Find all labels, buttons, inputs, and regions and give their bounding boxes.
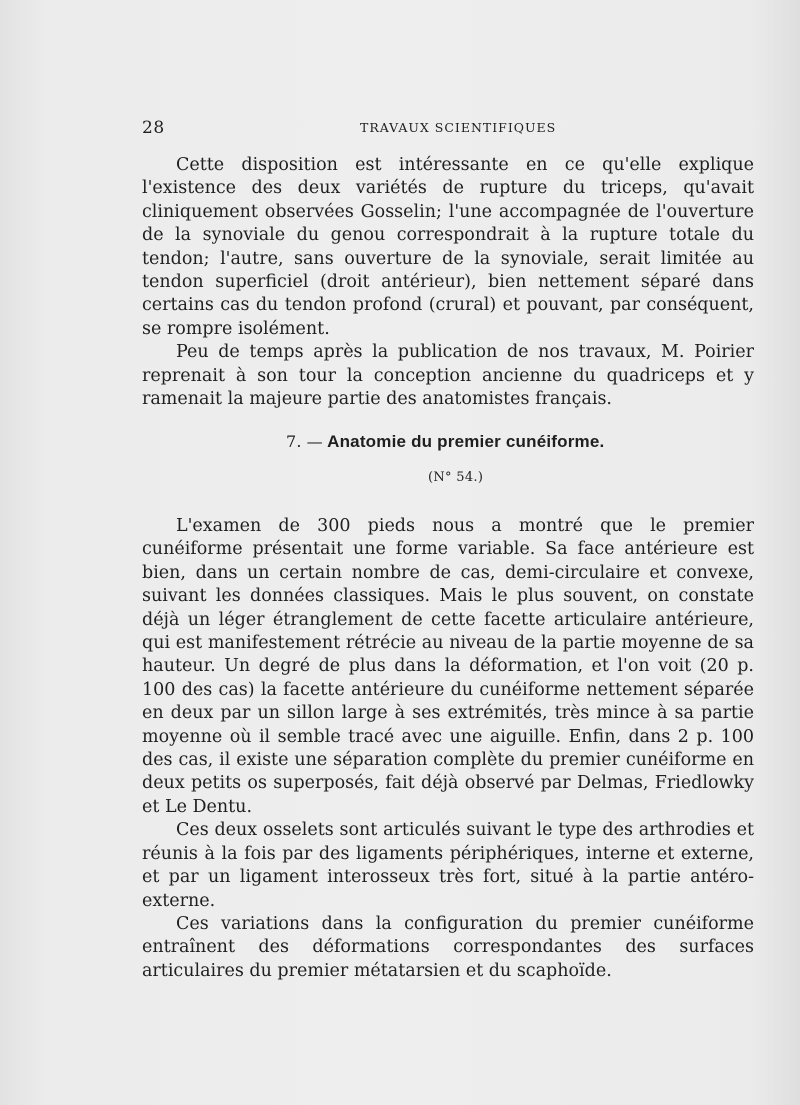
paragraph: Peu de temps après la publication de nos travaux, M. Poirier reprenait à son tour la conception ancienne du quadriceps et y ramenait la majeure partie des anatomistes français. [142, 342, 754, 410]
page-header [142, 118, 758, 140]
section-reference: (N° 54.) [428, 470, 484, 485]
paragraph: L'examen de 300 pieds nous a montré que le premier cunéiforme présentait une forme variable. Sa face antérieure est bien, dans un certain nombre de cas, demi-circulaire et convexe, suivant les données classiques. Mais le plus souvent, on constate déjà un léger étranglement de cette facette articulaire antérieure, qui est manifestement rétrécie au niveau de la partie moyenne de sa hauteur. Un degré de plus dans la déformation, et l'on voit (20 p. 100 des cas) la facette antérieure du cunéiforme nettement séparée en deux par un sillon large à ses extrémités, très mince à sa partie moyenne où il semble tracé avec une aiguille. Enfin, dans 2 p. 100 des cas, il existe une séparation complète du premier cunéiforme en deux petits os superposés, fait déjà observé par Delmas, Friedlowky et Le Dentu. [142, 516, 754, 817]
section-title: Anatomie du premier cunéiforme. [327, 432, 605, 451]
section-heading [286, 432, 686, 452]
body-text-top [142, 154, 754, 411]
paragraph: Cette disposition est intéressante en ce qu'elle explique l'existence des deux variétés de rupture du triceps, qu'avait cliniquement observées Gosselin; l'une accompagnée de l'ouverture de la synoviale du genou correspondrait à la rupture totale du tendon; l'autre, sans ouverture de la synoviale, serait limitée au tendon superficiel (droit antérieur), bien nettement séparé dans certains cas du tendon profond (crural) et pouvant, par conséquent, se rompre isolément. [142, 155, 754, 339]
body-text-bottom [142, 515, 754, 983]
paragraph: Ces variations dans la configuration du premier cunéiforme entraînent des déformations correspondantes des surfaces articulaires du premier métatarsien et du scaphoïde. [142, 913, 754, 981]
section-dash: — [306, 432, 323, 451]
section-number: 7. [286, 432, 302, 451]
running-title: TRAVAUX SCIENTIFIQUES [360, 120, 557, 135]
page-number: 28 [142, 118, 165, 138]
paragraph: Ces deux osselets sont articulés suivant le type des arthrodies et réunis à la fois par des ligaments périphériques, interne et externe, et par un ligament interosseux très fort, situé à la partie antéro-externe. [142, 820, 754, 911]
